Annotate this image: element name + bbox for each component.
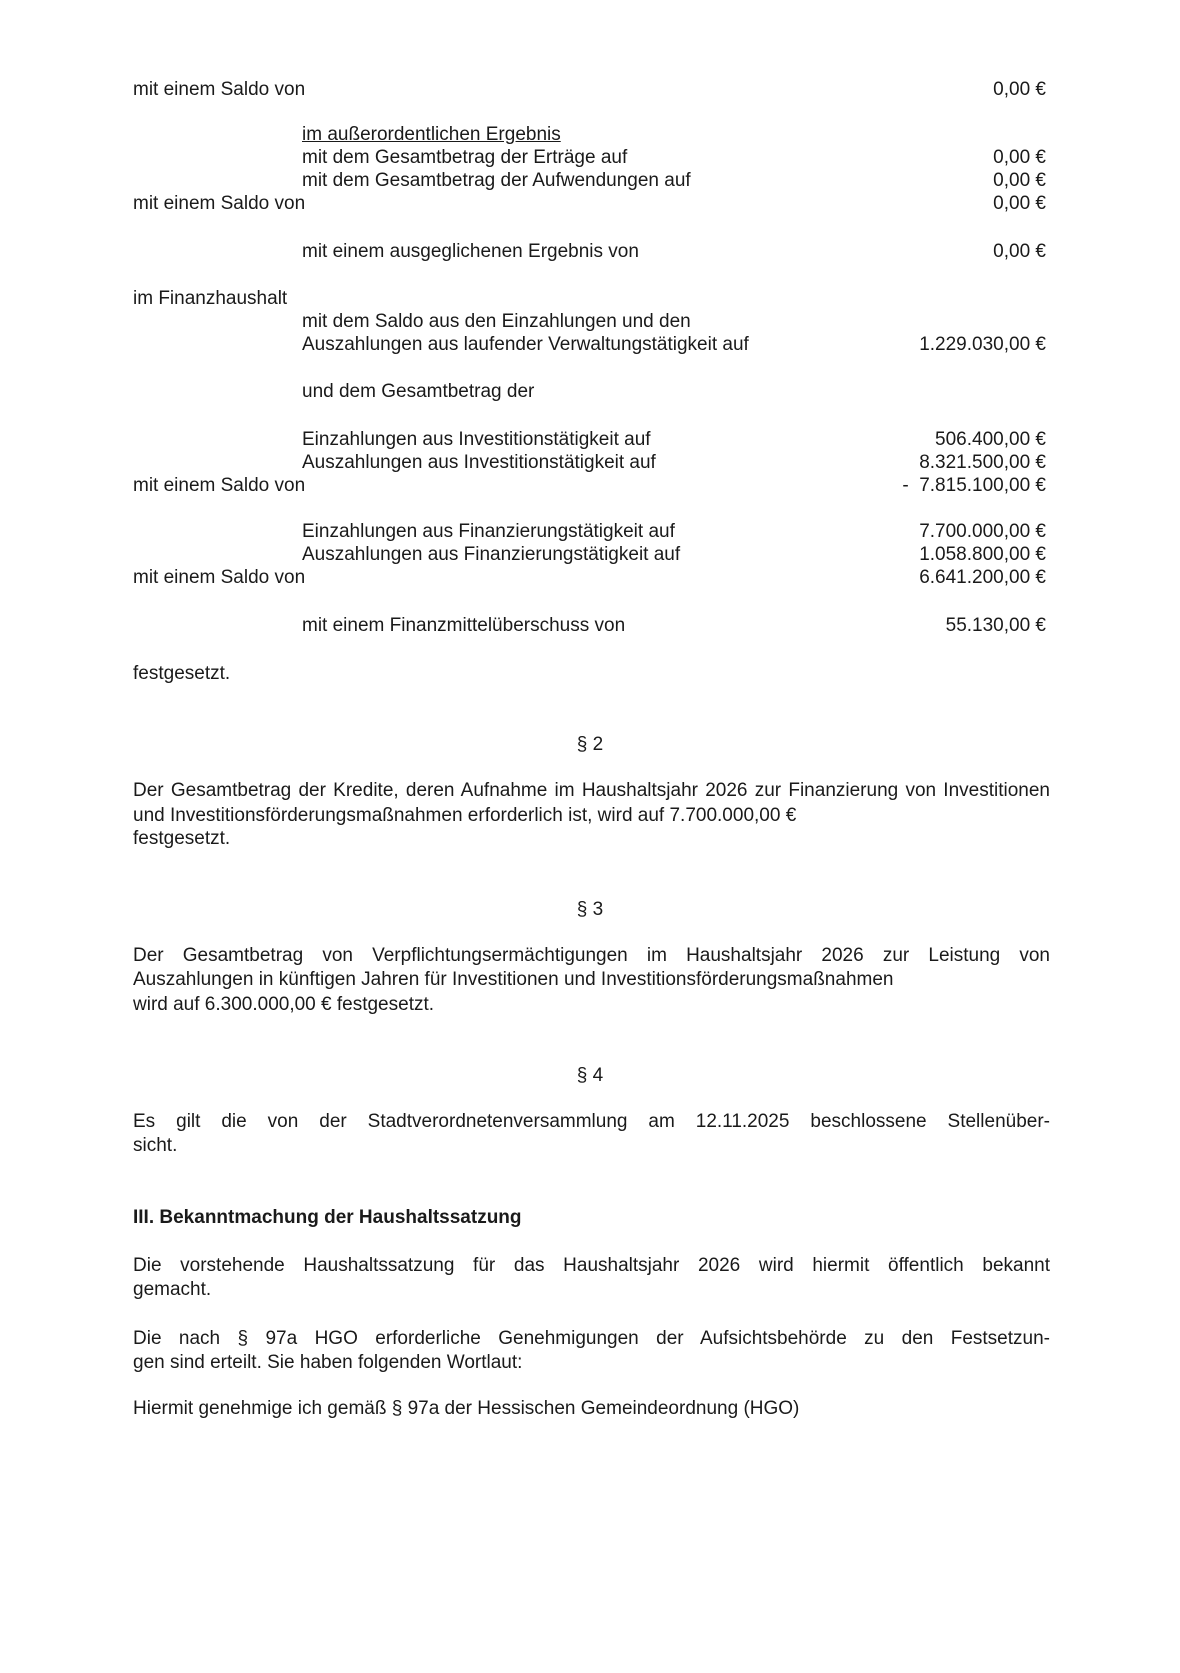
section-4-line-2: sicht. — [133, 1135, 178, 1156]
finanzhaushalt-heading: im Finanzhaushalt — [133, 288, 288, 309]
finanz-ein-value: 7.700.000,00 € — [919, 521, 1046, 542]
invest-aus-value: 8.321.500,00 € — [919, 452, 1046, 473]
invest-ein-label: Einzahlungen aus Investitionstätigkeit auf — [302, 429, 651, 450]
part-3-para-2-line-1: Die nach § 97a HGO erforderliche Genehmigungen der Aufsichtsbehörde zu den Festsetzun- — [133, 1328, 1050, 1349]
section-2-text — [133, 778, 1050, 828]
ausgeglichen-label: mit einem ausgeglichenen Ergebnis von — [302, 241, 639, 262]
verwaltung-label-2: Auszahlungen aus laufender Verwaltungstätigkeit auf — [302, 334, 749, 355]
finanz-ein-label: Einzahlungen aus Finanzierungstätigkeit auf — [302, 521, 675, 542]
finanz-aus-value: 1.058.800,00 € — [919, 544, 1046, 565]
section-3-line-3: wird auf 6.300.000,00 € festgesetzt. — [133, 994, 435, 1015]
aufwendungen-label: mit dem Gesamtbetrag der Aufwendungen auf — [302, 170, 691, 191]
ausserordentlich-heading: im außerordentlichen Ergebnis — [302, 124, 561, 145]
section-3-line-1: Der Gesamtbetrag von Verpflichtungsermächtigungen im Haushaltsjahr 2026 zur Leistung von — [133, 945, 1050, 966]
ertraege-label: mit dem Gesamtbetrag der Erträge auf — [302, 147, 628, 168]
saldo-value: 0,00 € — [993, 79, 1046, 100]
invest-saldo-value: - 7.815.100,00 € — [902, 475, 1046, 496]
part-3-para-1-line-1: Die vorstehende Haushaltssatzung für das Haushaltsjahr 2026 wird hiermit öffentlich bekannt — [133, 1255, 1050, 1276]
section-2-text-body: Der Gesamtbetrag der Kredite, deren Aufnahme im Haushaltsjahr 2026 zur Finanzierung von Investitionen und Investitionsförderungsmaßnahmen erforderlich ist, wird auf 7.700.000,00 € — [133, 780, 1050, 826]
part-3-heading: III. Bekanntmachung der Haushaltssatzung — [133, 1207, 522, 1228]
invest-aus-label: Auszahlungen aus Investitionstätigkeit auf — [302, 452, 656, 473]
verwaltung-label-1: mit dem Saldo aus den Einzahlungen und den — [302, 311, 691, 332]
section-4-line-1: Es gilt die von der Stadtverordnetenversammlung am 12.11.2025 beschlossene Stellenüber- — [133, 1111, 1050, 1132]
section-3-title: § 3 — [576, 899, 604, 920]
ausserordentlich-saldo-label: mit einem Saldo von — [133, 193, 306, 214]
part-3-para-3: Hiermit genehmige ich gemäß § 97a der Hessischen Gemeindeordnung (HGO) — [133, 1398, 800, 1419]
finanz-aus-label: Auszahlungen aus Finanzierungstätigkeit auf — [302, 544, 681, 565]
festgesetzt-text: festgesetzt. — [133, 663, 231, 684]
finanz-saldo-label: mit einem Saldo von — [133, 567, 306, 588]
section-2-text-end: festgesetzt. — [133, 828, 231, 849]
invest-ein-value: 506.400,00 € — [935, 429, 1046, 450]
section-4-title: § 4 — [576, 1065, 604, 1086]
aufwendungen-value: 0,00 € — [993, 170, 1046, 191]
gesamtbetrag-label: und dem Gesamtbetrag der — [302, 381, 535, 402]
ueberschuss-value: 55.130,00 € — [945, 615, 1046, 636]
section-2-title: § 2 — [576, 734, 604, 755]
ertraege-value: 0,00 € — [993, 147, 1046, 168]
ausgeglichen-value: 0,00 € — [993, 241, 1046, 262]
verwaltung-value: 1.229.030,00 € — [919, 334, 1046, 355]
part-3-para-1-line-2: gemacht. — [133, 1279, 212, 1300]
section-3-line-2: Auszahlungen in künftigen Jahren für Investitionen und Investitionsförderungsmaßnahmen — [133, 969, 894, 990]
ausserordentlich-saldo-value: 0,00 € — [993, 193, 1046, 214]
saldo-label: mit einem Saldo von — [133, 79, 306, 100]
invest-saldo-label: mit einem Saldo von — [133, 475, 306, 496]
ueberschuss-label: mit einem Finanzmittelüberschuss von — [302, 615, 626, 636]
part-3-para-2-line-2: gen sind erteilt. Sie haben folgenden Wortlaut: — [133, 1352, 523, 1373]
finanz-saldo-value: 6.641.200,00 € — [919, 567, 1046, 588]
